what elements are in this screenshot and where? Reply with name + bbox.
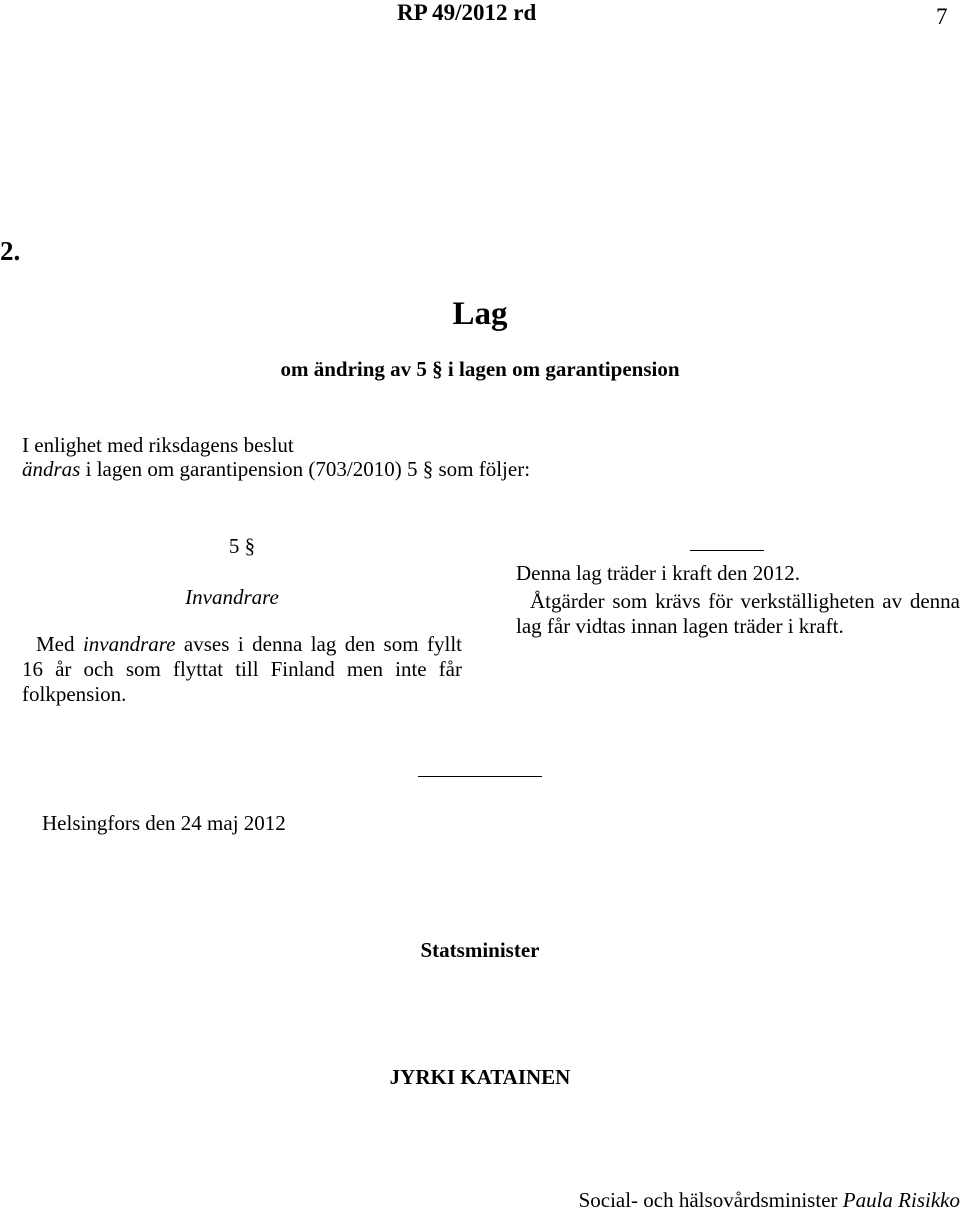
- law-title: Lag: [452, 296, 508, 332]
- minister-signature: [579, 1188, 960, 1213]
- divider-rule-center: [418, 776, 542, 777]
- place-date: Helsingfors den 24 maj 2012: [42, 811, 286, 835]
- prime-minister-role: Statsminister: [420, 938, 540, 962]
- prime-minister-name: JYRKI KATAINEN: [389, 1065, 571, 1089]
- intro-amend-verb: ändras: [22, 457, 81, 481]
- page-number: 7: [936, 4, 948, 29]
- intro-line-1: I enlighet med riksdagens beslut: [22, 433, 294, 457]
- section-number: 2.: [0, 236, 21, 266]
- paragraph-heading: Invandrare: [185, 585, 279, 609]
- minister-name: Paula Risikko: [842, 1188, 960, 1212]
- intro-amend-text: i lagen om garantipension (703/2010) 5 § som följer:: [80, 457, 531, 481]
- implementation-measures-text: Åtgärder som krävs för verkställigheten av denna lag får vidtas innan lagen träder i kraft.: [516, 589, 960, 638]
- paragraph-body-text: avses i denna lag den som fyllt 16 år och som flyttat till Finland men inte får folkpension.: [22, 632, 462, 706]
- minister-role: Social- och hälsovårdsminister: [578, 1188, 843, 1212]
- paragraph-number: 5 §: [228, 534, 256, 558]
- paragraph-body: [22, 632, 462, 707]
- paragraph-body-prefix: Med: [36, 632, 83, 656]
- document-reference: RP 49/2012 rd: [397, 0, 537, 25]
- implementation-measures: [516, 589, 960, 639]
- paragraph-body-term: invandrare: [82, 632, 176, 656]
- intro-line-2: [22, 457, 530, 482]
- law-subtitle: om ändring av 5 § i lagen om garantipension: [280, 357, 680, 381]
- entry-into-force-line: Denna lag träder i kraft den 2012.: [516, 561, 800, 585]
- divider-rule: [690, 550, 764, 551]
